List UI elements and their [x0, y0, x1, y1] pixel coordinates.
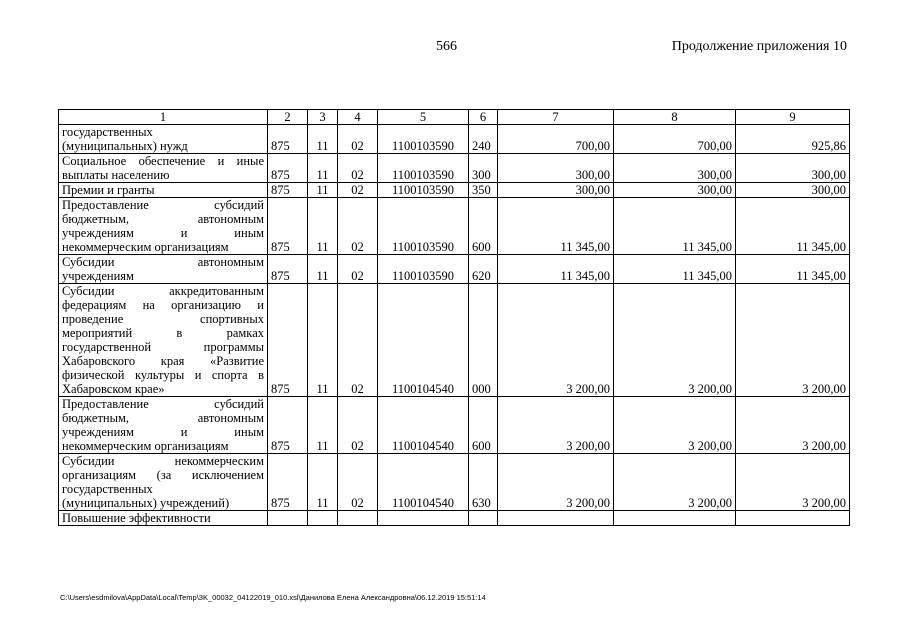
cell-section: 11 [308, 198, 338, 255]
table-row [59, 198, 850, 255]
row-description [59, 511, 268, 526]
column-header-1: 1 [59, 110, 268, 125]
cell-amount-col7: 300,00 [498, 154, 614, 183]
cell-amount-col8: 300,00 [614, 183, 736, 198]
cell-amount-col9: 925,86 [736, 125, 850, 154]
cell-amount-col9 [736, 511, 850, 526]
column-header-3: 3 [308, 110, 338, 125]
cell-subsection: 02 [338, 125, 378, 154]
column-header-9: 9 [736, 110, 850, 125]
table-row [59, 125, 850, 154]
description-line: бюджетным, автономным [62, 411, 264, 425]
cell-subsection: 02 [338, 198, 378, 255]
cell-section: 11 [308, 397, 338, 454]
description-line: Предоставление субсидий [62, 397, 264, 411]
column-header-4: 4 [338, 110, 378, 125]
cell-expense-type: 630 [469, 454, 498, 511]
description-line: (муниципальных) нужд [62, 139, 188, 153]
table-row [59, 284, 850, 397]
cell-amount-col7 [498, 511, 614, 526]
cell-ministry: 875 [268, 125, 308, 154]
cell-target-article: 1100103590 [378, 125, 469, 154]
cell-target-article: 1100104540 [378, 284, 469, 397]
row-description [59, 454, 268, 511]
description-line: бюджетным, автономным [62, 212, 264, 226]
table-row [59, 154, 850, 183]
cell-expense-type [469, 511, 498, 526]
cell-section: 11 [308, 125, 338, 154]
cell-amount-col7: 3 200,00 [498, 454, 614, 511]
cell-section: 11 [308, 284, 338, 397]
cell-amount-col8: 11 345,00 [614, 255, 736, 284]
page-number: 566 [436, 39, 457, 54]
cell-ministry: 875 [268, 397, 308, 454]
cell-amount-col9: 3 200,00 [736, 397, 850, 454]
description-line: Субсидии аккредитованным [62, 284, 264, 298]
cell-target-article [378, 511, 469, 526]
column-header-5: 5 [378, 110, 469, 125]
cell-amount-col7: 3 200,00 [498, 284, 614, 397]
cell-amount-col8: 3 200,00 [614, 454, 736, 511]
row-description [59, 255, 268, 284]
description-line: учреждениям и иным [62, 226, 264, 240]
cell-subsection: 02 [338, 183, 378, 198]
cell-amount-col8: 700,00 [614, 125, 736, 154]
cell-amount-col7: 11 345,00 [498, 255, 614, 284]
cell-ministry: 875 [268, 454, 308, 511]
cell-amount-col9: 11 345,00 [736, 255, 850, 284]
cell-target-article: 1100103590 [378, 255, 469, 284]
cell-section: 11 [308, 154, 338, 183]
description-line: Социальное обеспечение и иные [62, 154, 264, 168]
description-line: Повышение эффективности [62, 511, 211, 525]
description-line: проведение спортивных [62, 312, 264, 326]
description-line: учреждениям [62, 269, 134, 283]
cell-expense-type: 600 [469, 198, 498, 255]
footer-path: C:\Users\esdmilova\AppData\Local\Temp\3K_00032_04122019_010.xsl\Данилова Елена Александровна\06.12.2019 15:51:14 [60, 593, 486, 602]
cell-amount-col7: 300,00 [498, 183, 614, 198]
cell-ministry: 875 [268, 198, 308, 255]
cell-subsection: 02 [338, 454, 378, 511]
cell-section: 11 [308, 454, 338, 511]
cell-target-article: 1100103590 [378, 198, 469, 255]
column-header-8: 8 [614, 110, 736, 125]
description-line: некоммерческим организациям [62, 439, 229, 453]
description-line: некоммерческим организациям [62, 240, 229, 254]
column-header-6: 6 [469, 110, 498, 125]
table-row [59, 454, 850, 511]
description-line: Субсидии автономным [62, 255, 264, 269]
cell-expense-type: 300 [469, 154, 498, 183]
cell-expense-type: 620 [469, 255, 498, 284]
table-row [59, 397, 850, 454]
row-description [59, 125, 268, 154]
table-row [59, 255, 850, 284]
cell-ministry: 875 [268, 255, 308, 284]
cell-expense-type: 000 [469, 284, 498, 397]
description-line: учреждениям и иным [62, 425, 264, 439]
cell-ministry: 875 [268, 284, 308, 397]
row-description [59, 284, 268, 397]
table-row [59, 511, 850, 526]
cell-expense-type: 240 [469, 125, 498, 154]
cell-ministry: 875 [268, 154, 308, 183]
cell-subsection [338, 511, 378, 526]
cell-expense-type: 350 [469, 183, 498, 198]
cell-subsection: 02 [338, 284, 378, 397]
cell-target-article: 1100103590 [378, 154, 469, 183]
cell-amount-col9: 3 200,00 [736, 454, 850, 511]
description-line: Премии и гранты [62, 183, 155, 197]
cell-amount-col8: 3 200,00 [614, 397, 736, 454]
description-line: государственных [62, 482, 153, 496]
description-line: (муниципальных) учреждений) [62, 496, 230, 510]
description-line: федерациям на организацию и [62, 298, 264, 312]
description-line: Предоставление субсидий [62, 198, 264, 212]
description-line: организациям (за исключением [62, 468, 264, 482]
description-line: выплаты населению [62, 168, 170, 182]
cell-amount-col9: 300,00 [736, 183, 850, 198]
row-description [59, 154, 268, 183]
cell-amount-col8: 300,00 [614, 154, 736, 183]
column-header-2: 2 [268, 110, 308, 125]
header-row [59, 110, 850, 125]
cell-amount-col8: 11 345,00 [614, 198, 736, 255]
description-line: Хабаровском крае» [62, 382, 165, 396]
table-body [59, 125, 850, 526]
cell-amount-col7: 700,00 [498, 125, 614, 154]
row-description [59, 183, 268, 198]
cell-ministry: 875 [268, 183, 308, 198]
cell-section: 11 [308, 183, 338, 198]
cell-amount-col9: 300,00 [736, 154, 850, 183]
description-line: государственных [62, 125, 153, 139]
budget-table [58, 109, 850, 526]
description-line: мероприятий в рамках [62, 326, 264, 340]
cell-target-article: 1100104540 [378, 397, 469, 454]
cell-expense-type: 600 [469, 397, 498, 454]
cell-amount-col7: 3 200,00 [498, 397, 614, 454]
cell-amount-col8: 3 200,00 [614, 284, 736, 397]
description-line: физической культуры и спорта в [62, 368, 264, 382]
cell-subsection: 02 [338, 255, 378, 284]
cell-subsection: 02 [338, 154, 378, 183]
cell-amount-col9: 3 200,00 [736, 284, 850, 397]
row-description [59, 198, 268, 255]
cell-subsection: 02 [338, 397, 378, 454]
continuation-title: Продолжение приложения 10 [671, 39, 847, 54]
row-description [59, 397, 268, 454]
cell-target-article: 1100104540 [378, 454, 469, 511]
cell-amount-col8 [614, 511, 736, 526]
cell-section [308, 511, 338, 526]
cell-amount-col9: 11 345,00 [736, 198, 850, 255]
column-header-7: 7 [498, 110, 614, 125]
description-line: Хабаровского края «Развитие [62, 354, 264, 368]
cell-ministry [268, 511, 308, 526]
description-line: Субсидии некоммерческим [62, 454, 264, 468]
table-row [59, 183, 850, 198]
cell-amount-col7: 11 345,00 [498, 198, 614, 255]
cell-target-article: 1100103590 [378, 183, 469, 198]
description-line: государственной программы [62, 340, 264, 354]
cell-section: 11 [308, 255, 338, 284]
